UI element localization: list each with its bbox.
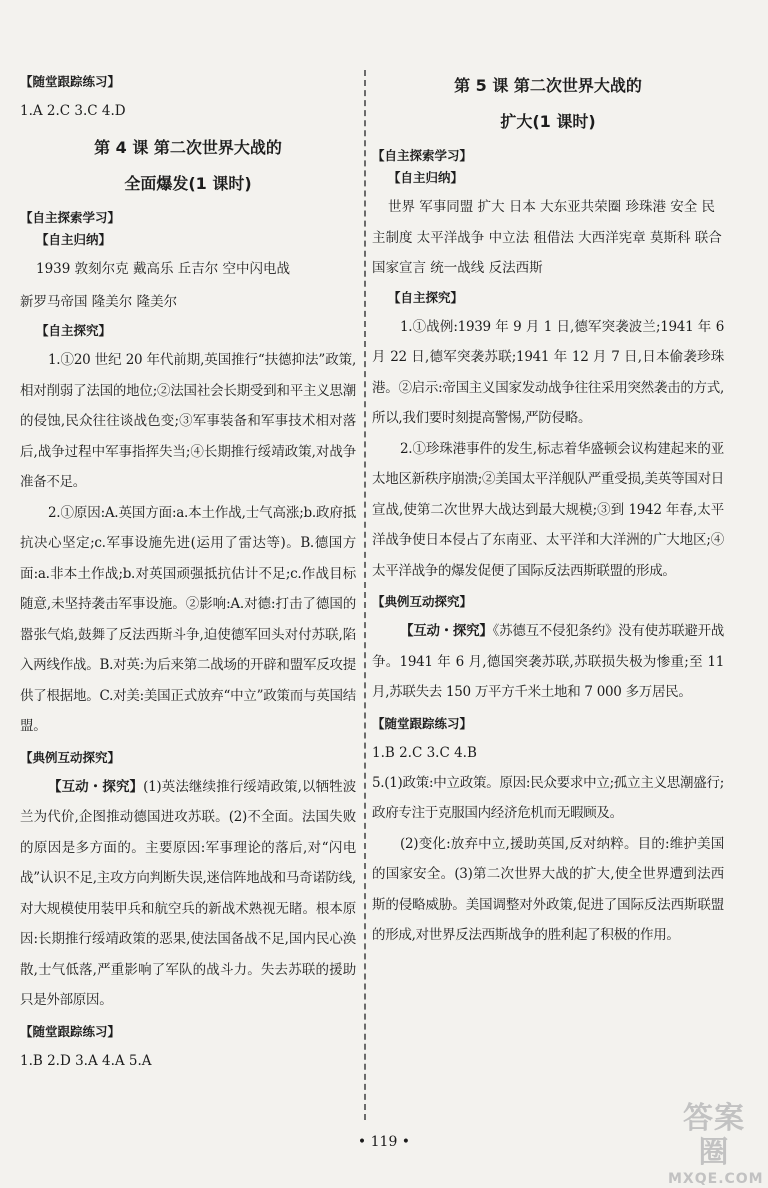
- page-number: • 119 •: [357, 1134, 411, 1150]
- section-header-typical: 【典例互动探究】: [20, 749, 121, 765]
- subheader-summary: 【自主归纳】: [36, 232, 112, 247]
- answer-paragraph: 1.①战例:1939 年 9 月 1 日,德军突袭波兰;1941 年 6 月 22 日,德军突袭苏联;1941 年 12 月 7 日,日本偷袭珍珠港。②启示:帝国主义国家发动战争往往采用突然袭击的方式,所以,我们要时刻提高警惕,严防侵略。: [372, 318, 724, 426]
- interact-body: (1)英法继续推行绥靖政策,以牺牲波兰为代价,企图推动德国进攻苏联。(2)不全面。法国失败的原因是多方面的。主要原因:军事理论的落后,对“闪电战”认识不足,主攻方向判断失误,迷信阵地战和马奇诺防线,对大规模使用装甲兵和航空兵的新战术熟视无睹。根本原因:长期推行绥靖政策的恶果,使法国备战不足,国内民心涣散,士气低落,严重影响了军队的战斗力。失去苏联的援助只是外部原因。: [20, 778, 357, 1008]
- subheader-summary: 【自主归纳】: [388, 170, 464, 185]
- subheader-inquiry: 【自主探究】: [388, 289, 464, 305]
- column-divider: [364, 70, 366, 1120]
- answer-paragraph: 2.①原因:A.英国方面:a.本土作战,士气高涨;b.政府抵抗决心坚定;c.军事设施先进(运用了雷达等)。B.德国方面:a.非本土作战;b.对英国顽强抵抗估计不足;c.作战目标随意,未坚持袭击军事设施。②影响:A.对德:打击了德国的嚣张气焰,鼓舞了反法西斯斗争,迫使德军回头对付苏联,陷入两线作战。B.对英:为后来第二战场的开辟和盟军反攻提供了根据地。C.对美:美国正式放弃“中立”政策而与英国结盟。: [20, 504, 356, 734]
- section-header-explore: 【自主探索学习】: [20, 210, 121, 225]
- watermark-logo: [668, 1101, 764, 1187]
- watermark-bottom: MXQE.COM: [668, 1171, 764, 1187]
- interact-paragraph: [372, 616, 724, 708]
- lesson-title-line: 扩大(1 课时): [500, 112, 596, 131]
- lesson-title-line: 第 4 课 第二次世界大战的: [94, 138, 282, 157]
- answer-line: 1.A 2.C 3.C 4.D: [20, 103, 126, 119]
- left-column: [20, 66, 356, 1076]
- answer-paragraph: 1.①20 世纪 20 年代前期,英国推行“扶德抑法”政策,相对削弱了法国的地位;②法国社会长期受到和平主义思潮的侵蚀,民众往往谈战色变;③军事装备和军事技术相对落后,战争过程中军事指挥失当;④长期推行绥靖政策,对战争准备不足。: [20, 352, 356, 490]
- section-header-practice: 【随堂跟踪练习】: [20, 1023, 121, 1039]
- interact-tag: 【互动・探究】: [400, 623, 493, 639]
- section-header-explore: 【自主探索学习】: [372, 148, 473, 163]
- lesson-4-title: [20, 130, 356, 202]
- lesson-title-line: 全面爆发(1 课时): [124, 174, 252, 193]
- right-column: [372, 66, 724, 951]
- watermark-top: 答案圈: [683, 1101, 745, 1170]
- answer-line: 1.B 2.D 3.A 4.A 5.A: [20, 1052, 152, 1069]
- subheader-inquiry: 【自主探究】: [36, 323, 112, 338]
- answer-paragraph: (2)变化:放弃中立,援助英国,反对纳粹。目的:维护美国的国家安全。(3)第二次世界大战的扩大,使全世界遭到法西斯的侵略威胁。美国调整对外政策,促进了国际反法西斯联盟的形成,对世界反法西斯战争的胜利起了积极的作用。: [372, 835, 724, 943]
- lesson-title-line: 第 5 课 第二次世界大战的: [454, 76, 642, 95]
- section-header-practice: 【随堂跟踪练习】: [372, 715, 473, 731]
- interact-tag: 【互动・探究】: [48, 778, 144, 795]
- terms-paragraph: 世界 军事同盟 扩大 日本 大东亚共荣圈 珍珠港 安全 民主制度 太平洋战争 中立法 租借法 大西洋宪章 莫斯科 联合国家宣言 统一战线 反法西斯: [372, 199, 722, 276]
- answer-paragraph: 5.(1)政策:中立政策。原因:民众要求中立;孤立主义思潮盛行;政府专注于克服国内经济危机而无暇顾及。: [372, 774, 724, 821]
- terms-line: 1939 敦刻尔克 戴高乐 丘吉尔 空中闪电战: [36, 261, 291, 277]
- answer-paragraph: 2.①珍珠港事件的发生,标志着华盛顿会议构建起来的亚太地区新秩序崩溃;②美国太平洋舰队严重受损,美英等国对日宣战,使第二次世界大战达到最大规模;③到 1942 年春,太平洋战争使日本侵占了东南亚、太平洋和大洋洲的广大地区;④太平洋战争的爆发促便了国际反法西斯联盟的形成。: [372, 440, 724, 579]
- interact-body: 《苏德互不侵犯条约》没有使苏联避开战争。1941 年 6 月,德国突袭苏联,苏联损失极为惨重;至 11 月,苏联失去 150 万平方千米土地和 7 000 多万居民。: [372, 623, 724, 700]
- lesson-5-title: [372, 68, 724, 140]
- terms-line: 新罗马帝国 隆美尔 隆美尔: [20, 293, 178, 310]
- answer-line: 1.B 2.C 3.C 4.B: [372, 744, 477, 761]
- section-header-typical: 【典例互动探究】: [372, 594, 473, 609]
- interact-paragraph: [20, 772, 356, 1016]
- section-header-practice: 【随堂跟踪练习】: [20, 74, 121, 89]
